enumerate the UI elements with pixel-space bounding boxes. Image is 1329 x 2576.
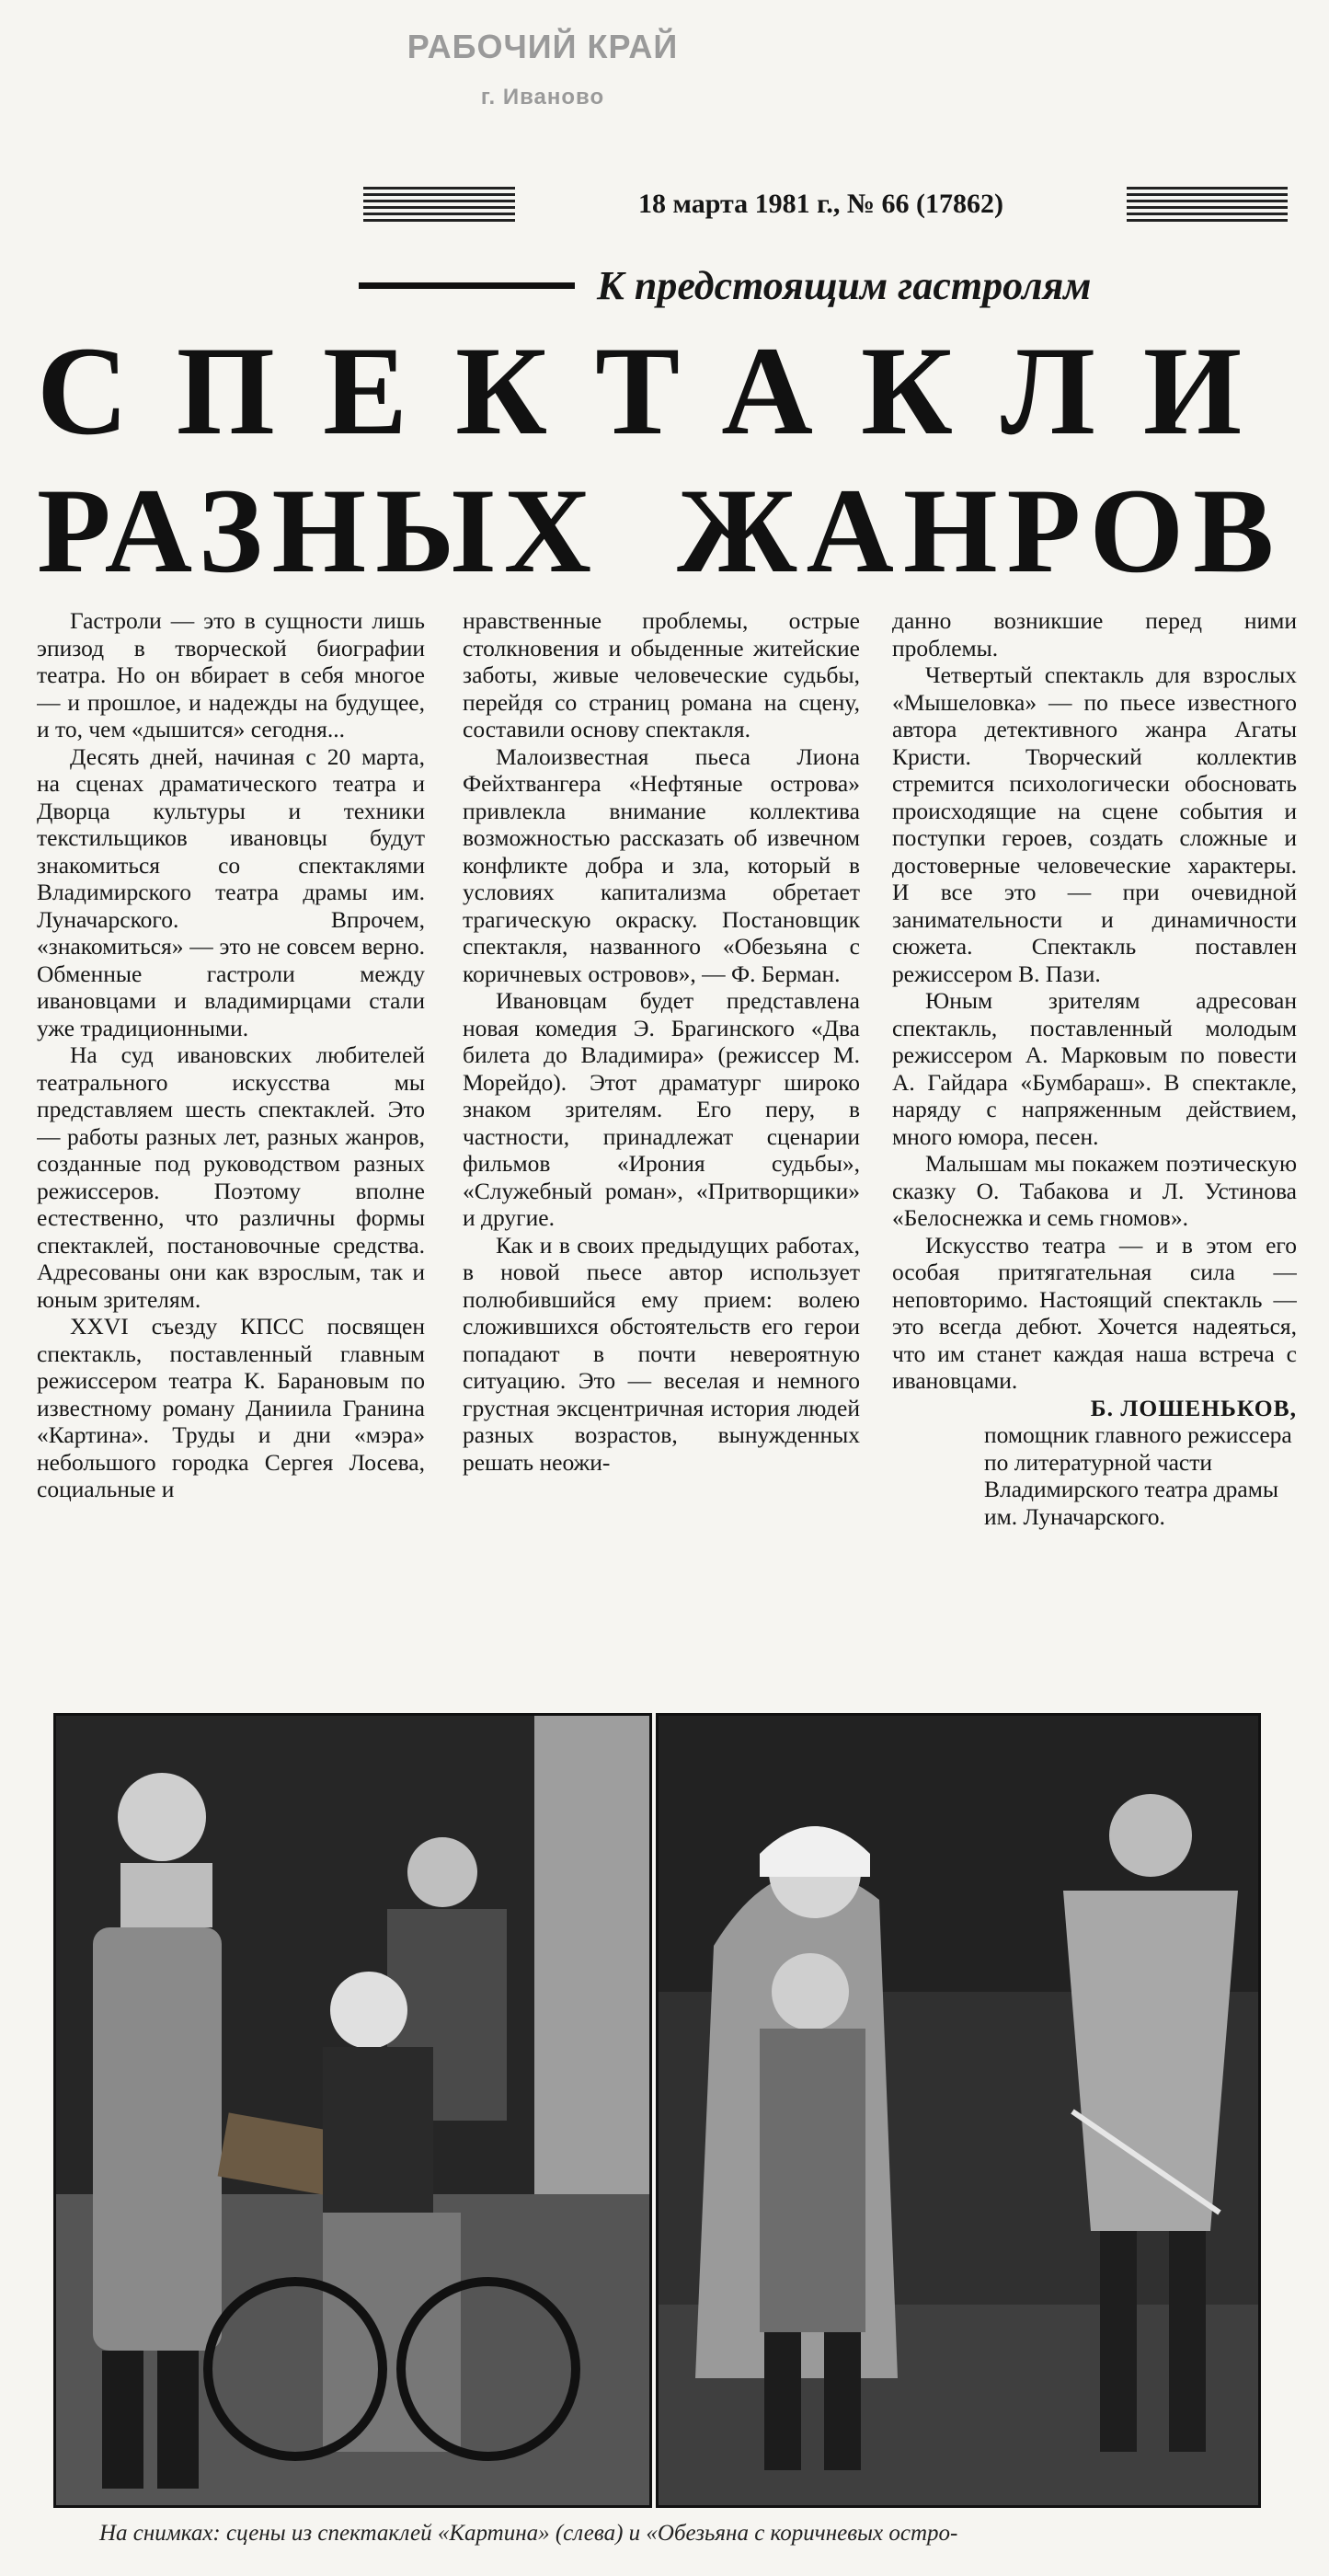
issue-dateline — [363, 182, 1288, 226]
article-column-2 — [463, 607, 860, 1702]
photo-kartina-illustration — [56, 1716, 649, 2505]
paragraph: Как и в своих предыдущих работах, в новой пьесе автор использует полюбившийся ему прием: волею сложившихся обстоятельств его герои попадают в почти невероятную ситуацию. Это — веселая и немного грустная эксцентричная история людей разных возрастов, вынужденных решать неожи- — [463, 1231, 860, 1476]
paragraph: Малоизвестная пьеса Лиона Фейхтвангера «Нефтяные острова» привлекла внимание коллектива возможностью рассказать об извечном конфликте добра и зла, который в условиях капитализма обретает трагическую окраску. Постановщик спектакля, названного «Обезьяна с коричневых островов», — Ф. Берман. — [463, 742, 860, 987]
photo-monkey-illustration — [659, 1716, 1258, 2505]
rubric-row — [359, 258, 1289, 313]
photo-caption: На снимках: сцены из спектаклей «Картина» (слева) и «Обезьяна с коричневых остро- — [99, 2521, 958, 2546]
hatch-decoration-left — [363, 187, 515, 222]
paragraph: XXVI съезду КПСС посвящен спектакль, поставленный главным режиссером театра К. Барановым по известному роману Даниила Гранина «Картина». Труды и дни «мэра» небольшого городка Сергея Лосева, социальные и — [37, 1313, 425, 1502]
paragraph: Искусство театра — и в этом его особая притягательная сила — неповторимо. Настоящий спектакль — это всегда дебют. Хочется надеяться, что им станет каждая наша встреча с ивановцами. — [892, 1231, 1297, 1394]
hatch-decoration-right — [1127, 187, 1288, 222]
paragraph: Малышам мы покажем поэтическую сказку О. Табакова и Л. Устинова «Белоснежка и семь гномов». — [892, 1150, 1297, 1231]
headline-line-1: СПЕКТАКЛИ — [37, 320, 1290, 461]
photo-monkey-scene — [656, 1713, 1261, 2508]
article-body — [37, 607, 1301, 1702]
headline-line-2: РАЗНЫХ ЖАНРОВ — [37, 463, 1284, 598]
issue-date: 18 марта 1981 г., № 66 (17862) — [638, 189, 1003, 219]
paragraph: Четвертый спектакль для взрослых «Мышеловка» — по пьесе известного автора детективного жанра Агаты Кристи. Творческий коллектив стремится психологически обосновать происходящие на сцене события и поступки героев, создать сложные и достоверные человеческие характеры. И все это — при очевидной занимательности и динамичности сюжета. Спектакль поставлен режиссером В. Пази. — [892, 661, 1297, 987]
article-column-1 — [37, 607, 425, 1702]
author-name: Б. ЛОШЕНЬКОВ, — [1090, 1394, 1297, 1421]
paragraph: Десять дней, начиная с 20 марта, на сценах драматического театра и Дворца культуры и техники текстильщиков ивановцы будут знакомиться со спектаклями Владимирского театра драмы им. Луначарского. Впрочем, «знакомиться» — это не совсем верно. Обменные гастроли между ивановцами и владимирцами стали уже традиционными. — [37, 742, 425, 1041]
rubric-title: К предстоящим гастролям — [597, 262, 1092, 308]
paragraph: данно возникшие перед ними проблемы. — [892, 607, 1297, 661]
photo-kartina-scene — [53, 1713, 652, 2508]
newspaper-name: РАБОЧИЙ КРАЙ — [407, 28, 679, 65]
paragraph: Юным зрителям адресован спектакль, поставленный молодым режиссером А. Марковым по повести А. Гайдара «Бумбараш». В спектакле, наряду с напряженным действием, много юмора, песен. — [892, 987, 1297, 1150]
paragraph: Гастроли — это в сущности лишь эпизод в творческой биографии театра. Но он вбирает в себя многое — и прошлое, и надежды на будущее, и то, чем «дышится» сегодня... — [37, 607, 425, 742]
author-signature — [892, 1395, 1297, 1531]
newspaper-city: г. Иваново — [480, 85, 605, 109]
article-column-3 — [892, 607, 1297, 1702]
paragraph: нравственные проблемы, острые столкновения и обыденные житейские заботы, живые человеческие судьбы, перейдя со страниц романа на сцену, составили основу спектакля. — [463, 607, 860, 742]
author-position: помощник главного режиссера по литературной части Владимирского театра драмы им. Луначарского. — [984, 1421, 1292, 1530]
paragraph: На суд ивановских любителей театрального искусства мы представляем шесть спектаклей. Это — работы разных лет, разных жанров, созданные под руководством разных режиссеров. Поэтому вполне естественно, что различны формы спектаклей, постановочные средства. Адресованы они как взрослым, так и юным зрителям. — [37, 1041, 425, 1313]
rubric-rule — [359, 282, 575, 289]
paragraph: Ивановцам будет представлена новая комедия Э. Брагинского «Два билета до Владимира» (режиссер М. Морейдо). Этот драматург широко знаком зрителям. Его перу, в частности, принадлежат сценарии фильмов «Ирония судьбы», «Служебный роман», «Притворщики» и другие. — [463, 987, 860, 1231]
masthead — [405, 28, 681, 110]
